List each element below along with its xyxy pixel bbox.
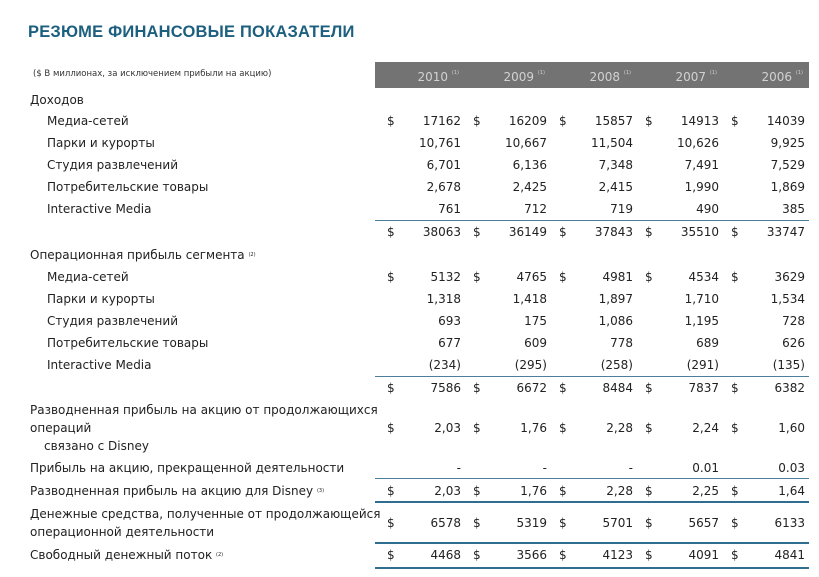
value-cell-2010: $ 2,03	[387, 421, 461, 435]
value-cell-2006: $ 6382	[731, 381, 805, 395]
row-label-line: операционной деятельности	[30, 525, 215, 539]
row-label-line: Разводненная прибыль на акцию от продолжающихся	[30, 403, 378, 417]
value-cell-2009: 712	[524, 202, 547, 216]
row-label: Разводненная прибыль на акцию для Disney $^{(3)}$	[30, 484, 325, 498]
row-label: Парки и курорты	[47, 136, 155, 150]
total-rule	[375, 542, 809, 544]
value-cell-2008: 11,504	[591, 136, 633, 150]
value-cell-2007: 689	[696, 336, 719, 350]
value-cell-2010: 6,701	[426, 158, 461, 172]
value-cell-2007: 1,710	[684, 292, 719, 306]
value-cell-2010: 1,318	[426, 292, 461, 306]
value-cell-2007: $ 2,24	[645, 421, 719, 435]
value-cell-2010: -	[456, 461, 461, 475]
value-cell-2006: $ 1,64	[731, 484, 805, 498]
value-cell-2010: 677	[438, 336, 461, 350]
value-cell-2010: 761	[438, 202, 461, 216]
value-cell-2008: $ 5701	[559, 516, 633, 530]
value-cell-2009: $ 1,76	[473, 484, 547, 498]
row-label: Доходов	[30, 93, 84, 107]
value-cell-2009: 175	[524, 314, 547, 328]
value-cell-2009: $ 1,76	[473, 421, 547, 435]
year-header-2006: 2006 $^{(1)}$	[761, 70, 803, 84]
row-label: Interactive Media	[47, 202, 152, 216]
value-cell-2009: 10,667	[505, 136, 547, 150]
value-cell-2009: $ 16209	[473, 114, 547, 128]
value-cell-2007: $ 35510	[645, 225, 719, 239]
value-cell-2008: 1,897	[598, 292, 633, 306]
value-cell-2008: $ 2,28	[559, 484, 633, 498]
value-cell-2008: 2,415	[598, 180, 633, 194]
value-cell-2010: $ 4468	[387, 548, 461, 562]
value-cell-2007: 1,990	[684, 180, 719, 194]
value-cell-2010: $ 17162	[387, 114, 461, 128]
value-cell-2007: 7,491	[684, 158, 719, 172]
value-cell-2009: -	[542, 461, 547, 475]
subtotal-rule	[375, 478, 809, 479]
row-label: Операционная прибыль сегмента $^{(2)}$	[30, 248, 256, 262]
value-cell-2007: $ 14913	[645, 114, 719, 128]
row-label-line: операций	[30, 421, 92, 435]
value-cell-2007: $ 5657	[645, 516, 719, 530]
value-cell-2008: 1,086	[598, 314, 633, 328]
value-cell-2007: 0.01	[692, 461, 719, 475]
value-cell-2007: $ 4091	[645, 548, 719, 562]
row-label: Студия развлечений	[47, 158, 178, 172]
row-label: Свободный денежный поток $^{(2)}$	[30, 548, 224, 562]
row-label: Парки и курорты	[47, 292, 155, 306]
value-cell-2006: 1,869	[770, 180, 805, 194]
value-cell-2008: 7,348	[598, 158, 633, 172]
value-cell-2008: (258)	[600, 358, 633, 372]
value-cell-2007: $ 2,25	[645, 484, 719, 498]
value-cell-2009: (295)	[514, 358, 547, 372]
value-cell-2006: (135)	[772, 358, 805, 372]
row-label: Студия развлечений	[47, 314, 178, 328]
year-header-2010: 2010 $^{(1)}$	[417, 70, 459, 84]
value-cell-2009: 609	[524, 336, 547, 350]
value-cell-2008: $ 2,28	[559, 421, 633, 435]
value-cell-2008: 719	[610, 202, 633, 216]
value-cell-2009: 6,136	[512, 158, 547, 172]
year-header-2009: 2009 $^{(1)}$	[503, 70, 545, 84]
value-cell-2006: 0.03	[778, 461, 805, 475]
value-cell-2007: $ 7837	[645, 381, 719, 395]
value-cell-2006: 626	[782, 336, 805, 350]
row-label: Медиа-сетей	[47, 270, 129, 284]
value-cell-2009: 2,425	[512, 180, 547, 194]
value-cell-2006: $ 14039	[731, 114, 805, 128]
value-cell-2007: 1,195	[684, 314, 719, 328]
row-label-line: связано с Disney	[44, 439, 149, 453]
value-cell-2006: 385	[782, 202, 805, 216]
units-note: ($ В миллионах, за исключением прибыли на акцию)	[33, 69, 272, 79]
value-cell-2008: $ 8484	[559, 381, 633, 395]
total-rule	[375, 501, 809, 503]
row-label: Потребительские товары	[47, 180, 209, 194]
value-cell-2008: $ 4981	[559, 270, 633, 284]
value-cell-2010: $ 7586	[387, 381, 461, 395]
value-cell-2007: 490	[696, 202, 719, 216]
subtotal-rule	[375, 220, 809, 221]
value-cell-2007: $ 4534	[645, 270, 719, 284]
value-cell-2009: $ 4765	[473, 270, 547, 284]
value-cell-2007: (291)	[686, 358, 719, 372]
value-cell-2010: (234)	[428, 358, 461, 372]
value-cell-2009: $ 36149	[473, 225, 547, 239]
value-cell-2008: $ 37843	[559, 225, 633, 239]
value-cell-2009: $ 6672	[473, 381, 547, 395]
row-label: Медиа-сетей	[47, 114, 129, 128]
row-label: Прибыль на акцию, прекращенной деятельности	[30, 461, 345, 475]
value-cell-2008: -	[628, 461, 633, 475]
row-label-line: Денежные средства, полученные от продолжающейся	[30, 507, 381, 521]
value-cell-2010: $ 5132	[387, 270, 461, 284]
value-cell-2006: 1,534	[770, 292, 805, 306]
value-cell-2010: 693	[438, 314, 461, 328]
value-cell-2008: $ 4123	[559, 548, 633, 562]
subtotal-rule	[375, 376, 809, 377]
value-cell-2010: $ 2,03	[387, 484, 461, 498]
value-cell-2007: 10,626	[677, 136, 719, 150]
row-label: Потребительские товары	[47, 336, 209, 350]
value-cell-2006: $ 1,60	[731, 421, 805, 435]
value-cell-2010: $ 6578	[387, 516, 461, 530]
total-rule	[375, 567, 809, 569]
value-cell-2006: 7,529	[770, 158, 805, 172]
year-header-2008: 2008 $^{(1)}$	[589, 70, 631, 84]
value-cell-2010: 10,761	[419, 136, 461, 150]
value-cell-2009: $ 5319	[473, 516, 547, 530]
value-cell-2006: 9,925	[770, 136, 805, 150]
value-cell-2010: $ 38063	[387, 225, 461, 239]
value-cell-2009: 1,418	[512, 292, 547, 306]
value-cell-2008: 778	[610, 336, 633, 350]
value-cell-2006: $ 4841	[731, 548, 805, 562]
value-cell-2006: 728	[782, 314, 805, 328]
value-cell-2006: $ 33747	[731, 225, 805, 239]
value-cell-2010: 2,678	[426, 180, 461, 194]
value-cell-2009: $ 3566	[473, 548, 547, 562]
value-cell-2006: $ 6133	[731, 516, 805, 530]
year-header-2007: 2007 $^{(1)}$	[675, 70, 717, 84]
value-cell-2006: $ 3629	[731, 270, 805, 284]
value-cell-2008: $ 15857	[559, 114, 633, 128]
page-title: РЕЗЮМЕ ФИНАНСОВЫЕ ПОКАЗАТЕЛИ	[28, 23, 355, 41]
row-label: Interactive Media	[47, 358, 152, 372]
